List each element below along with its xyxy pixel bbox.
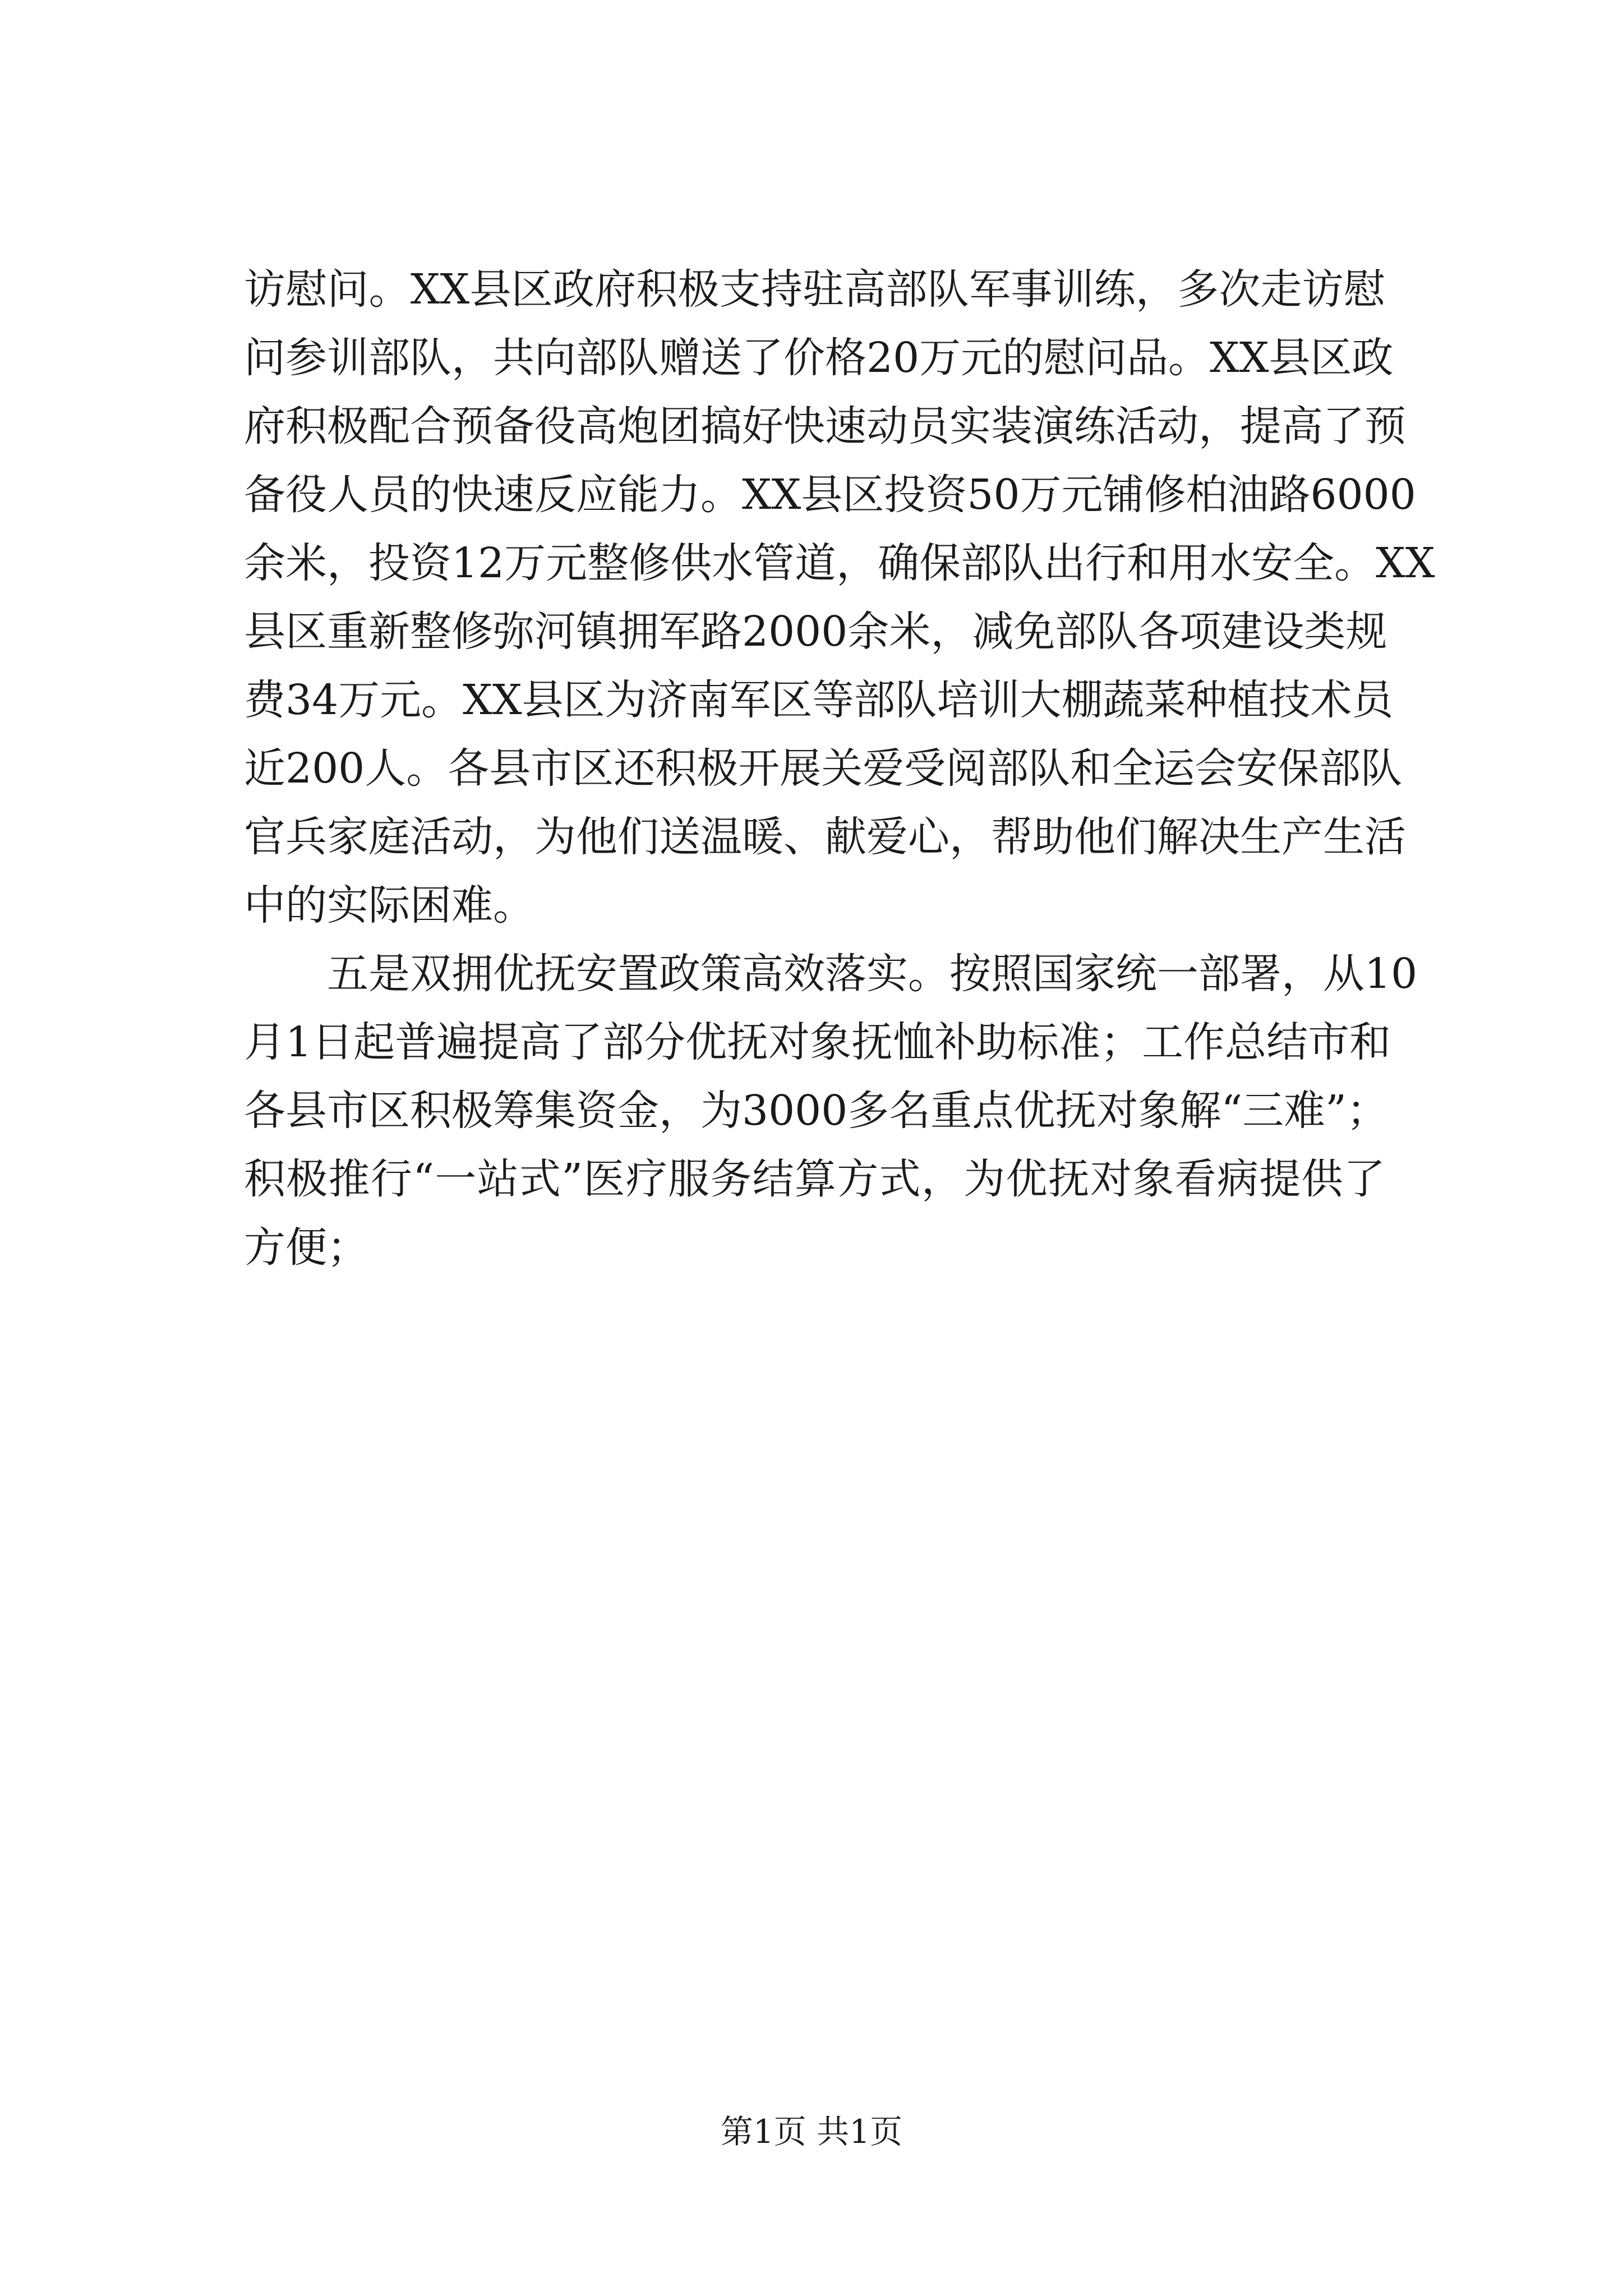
paragraph-1 (244, 255, 1435, 940)
text-line: 余米，投资12万元整修供水管道，确保部队出行和用水安全。XX (244, 539, 1435, 587)
text-line: 问参训部队，共向部队赠送了价格20万元的慰问品。XX县区政 (244, 334, 1394, 382)
text-line: 访慰问。XX县区政府积极支持驻高部队军事训练，多次走访慰 (244, 265, 1385, 314)
text-line: 各县市区积极筹集资金，为3000多名重点优抚对象解“三难”； (244, 1087, 1388, 1135)
text-line: 月1日起普遍提高了部分优抚对象抚恤补助标准；工作总结市和 (244, 1018, 1391, 1066)
text-line: 官兵家庭活动，为他们送温暖、献爱心，帮助他们解决生产生活 (244, 813, 1406, 861)
page-number-footer: 第1页 共1页 (720, 2113, 903, 2151)
text-line: 县区重新整修弥河镇拥军路2000余米，减免部队各项建设类规 (244, 608, 1387, 656)
document-body (244, 255, 1435, 1282)
text-line: 备役人员的快速反应能力。XX县区投资50万元铺修柏油路6000 (244, 471, 1416, 519)
text-line: 五是双拥优抚安置政策高效落实。按照国家统一部署，从10 (327, 950, 1418, 998)
text-line: 费34万元。XX县区为济南军区等部队培训大棚蔬菜种植技术员 (244, 676, 1394, 724)
text-line: 中的实际困难。 (244, 881, 534, 930)
paragraph-2 (244, 940, 1418, 1282)
text-line: 府积极配合预备役高炮团搞好快速动员实装演练活动，提高了预 (244, 402, 1406, 450)
text-line: 近200人。各县市区还积极开展关爱受阅部队和全运会安保部队 (244, 744, 1403, 793)
text-line: 方便； (244, 1223, 368, 1272)
text-line: 积极推行“一站式”医疗服务结算方式，为优抚对象看病提供了 (244, 1155, 1385, 1203)
